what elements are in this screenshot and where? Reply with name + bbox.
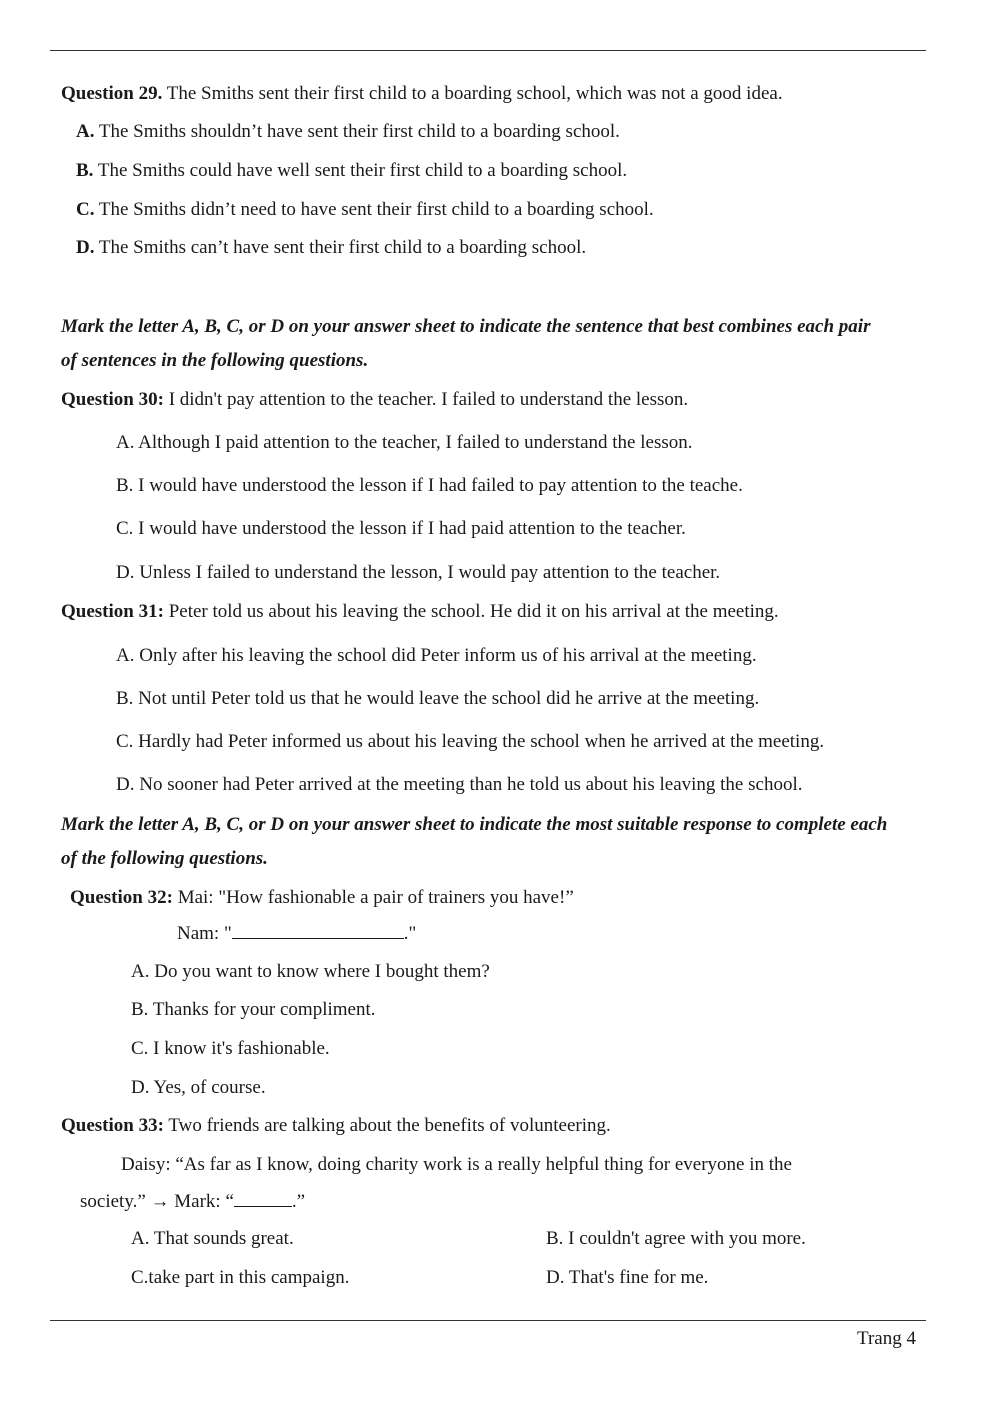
q30-option-d: D. Unless I failed to understand the lesson, I would pay attention to the teacher. bbox=[116, 562, 721, 583]
q32-label: Question 32: bbox=[70, 887, 173, 908]
q29-option-c: C. The Smiths didn’t need to have sent their first child to a boarding school. bbox=[76, 199, 654, 220]
q32-option-c: C. I know it's fashionable. bbox=[131, 1038, 330, 1059]
q33-option-d: D. That's fine for me. bbox=[546, 1267, 709, 1288]
q32-option-d: D. Yes, of course. bbox=[131, 1077, 266, 1098]
q33-option-c: C.take part in this campaign. bbox=[131, 1267, 350, 1288]
q32-option-a: A. Do you want to know where I bought them? bbox=[131, 961, 490, 982]
page-number: Trang 4 bbox=[857, 1328, 916, 1349]
q31-option-c: C. Hardly had Peter informed us about his leaving the school when he arrived at the meeting. bbox=[116, 731, 825, 752]
instruction-2-line-1: Mark the letter A, B, C, or D on your answer sheet to indicate the most suitable response to complete each bbox=[61, 814, 888, 835]
q29-stem-text: The Smiths sent their first child to a boarding school, which was not a good idea. bbox=[162, 83, 783, 104]
bottom-rule bbox=[50, 1320, 926, 1321]
q33-answer-blank bbox=[234, 1189, 292, 1207]
q31-option-d: D. No sooner had Peter arrived at the meeting than he told us about his leaving the school. bbox=[116, 774, 803, 795]
q31-option-a: A. Only after his leaving the school did Peter inform us of his arrival at the meeting. bbox=[116, 645, 757, 666]
q30-option-c: C. I would have understood the lesson if I had paid attention to the teacher. bbox=[116, 518, 686, 539]
q30-option-a: A. Although I paid attention to the teacher, I failed to understand the lesson. bbox=[116, 432, 693, 453]
q33-option-b: B. I couldn't agree with you more. bbox=[546, 1228, 806, 1249]
q33-mark-line: society.” → Mark: “ .” bbox=[80, 1191, 306, 1212]
q30-option-b: B. I would have understood the lesson if I had failed to pay attention to the teache. bbox=[116, 475, 743, 496]
q32-nam-line: Nam: " ." bbox=[177, 923, 417, 944]
q31-label: Question 31: bbox=[61, 601, 164, 622]
q32-option-b: B. Thanks for your compliment. bbox=[131, 999, 376, 1020]
q32-stem: Question 32: Mai: "How fashionable a pair of trainers you have!” bbox=[70, 887, 574, 908]
q30-stem: Question 30: I didn't pay attention to the teacher. I failed to understand the lesson. bbox=[61, 389, 689, 410]
q33-daisy-line: Daisy: “As far as I know, doing charity work is a really helpful thing for everyone in the bbox=[121, 1154, 792, 1175]
instruction-1-line-1: Mark the letter A, B, C, or D on your answer sheet to indicate the sentence that best combines each pair bbox=[61, 316, 871, 337]
instruction-1-line-2: of sentences in the following questions. bbox=[61, 350, 369, 371]
q29-label: Question 29. bbox=[61, 83, 163, 104]
q29-option-a: A. The Smiths shouldn’t have sent their first child to a boarding school. bbox=[76, 121, 620, 142]
instruction-2-line-2: of the following questions. bbox=[61, 848, 268, 869]
q33-option-a: A. That sounds great. bbox=[131, 1228, 294, 1249]
q30-label: Question 30: bbox=[61, 389, 164, 410]
q33-stem: Question 33: Two friends are talking about the benefits of volunteering. bbox=[61, 1115, 611, 1136]
q29-option-d: D. The Smiths can’t have sent their first child to a boarding school. bbox=[76, 237, 587, 258]
q29-stem bbox=[61, 82, 783, 106]
q32-answer-blank bbox=[232, 921, 404, 939]
q31-stem: Question 31: Peter told us about his leaving the school. He did it on his arrival at the meeting. bbox=[61, 601, 779, 622]
q29-option-b: B. The Smiths could have well sent their first child to a boarding school. bbox=[76, 160, 628, 181]
top-rule bbox=[50, 50, 926, 51]
q31-option-b: B. Not until Peter told us that he would leave the school did he arrive at the meeting. bbox=[116, 688, 760, 709]
q33-label: Question 33: bbox=[61, 1115, 164, 1136]
